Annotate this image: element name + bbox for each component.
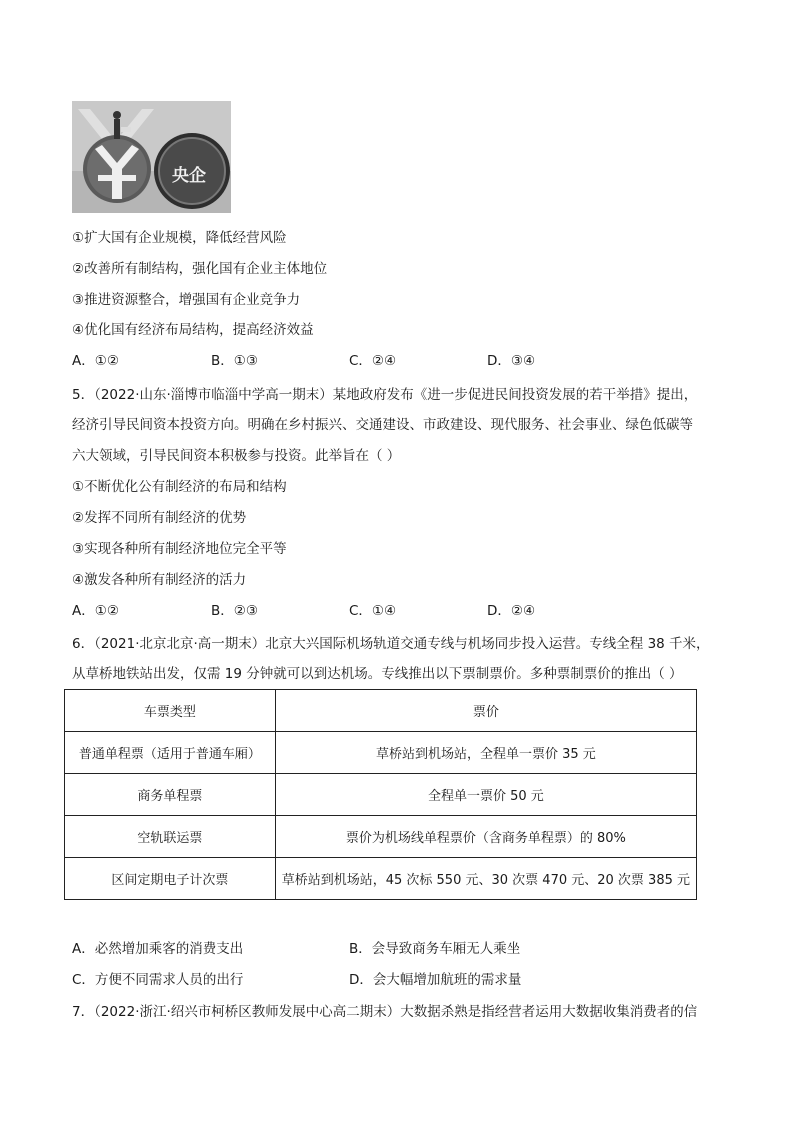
- q5-option-a[interactable]: A．①②: [72, 603, 119, 619]
- ticket-price-cell: 全程单一票价 50 元: [275, 774, 696, 816]
- q6-stem-line-2: 从草桥地铁站出发，仅需 19 分钟就可以到达机场。专线推出以下票制票价。多种票制票价的推出（ ）: [72, 666, 683, 682]
- q6-option-b[interactable]: B．会导致商务车厢无人乘坐: [349, 941, 521, 957]
- q4-option-c[interactable]: C．②④: [349, 353, 397, 369]
- coin-text: 央企: [172, 166, 206, 186]
- table-row: [65, 732, 697, 774]
- table-row: [65, 816, 697, 858]
- ticket-type-cell: 商务单程票: [65, 774, 276, 816]
- q5-option-c[interactable]: C．①④: [349, 603, 397, 619]
- q5-option-b[interactable]: B．②③: [211, 603, 258, 619]
- fare-table: [64, 689, 697, 900]
- q5-item-1: ①不断优化公有制经济的布局和结构: [72, 479, 287, 495]
- q6-option-a[interactable]: A．必然增加乘客的消费支出: [72, 941, 244, 957]
- q4-item-1: ①扩大国有企业规模，降低经营风险: [72, 230, 287, 246]
- table-row: [65, 858, 697, 900]
- yuan-coin-photo: [72, 101, 231, 213]
- q5-stem-line-3: 六大领域，引导民间资本积极参与投资。此举旨在（ ）: [72, 448, 401, 464]
- ticket-price-cell: 票价为机场线单程票价（含商务单程票）的 80%: [275, 816, 696, 858]
- ticket-type-cell: 普通单程票（适用于普通车厢）: [65, 732, 276, 774]
- ticket-type-cell: 区间定期电子计次票: [65, 858, 276, 900]
- fare-table-header-type: 车票类型: [65, 690, 276, 732]
- ticket-type-cell: 空轨联运票: [65, 816, 276, 858]
- q4-option-d[interactable]: D．③④: [487, 353, 536, 369]
- q6-stem-line-1: 6．（2021·北京北京·高一期末）北京大兴国际机场轨道交通专线与机场同步投入运营。专线全程 38 千米，: [72, 636, 710, 652]
- q5-item-3: ③实现各种所有制经济地位完全平等: [72, 541, 287, 557]
- q7-stem-line-1: 7．（2022·浙江·绍兴市柯桥区教师发展中心高二期末）大数据杀熟是指经营者运用大数据收集消费者的信: [72, 1004, 698, 1020]
- q4-option-b[interactable]: B．①③: [211, 353, 258, 369]
- q4-item-4: ④优化国有经济布局结构，提高经济效益: [72, 322, 314, 338]
- q5-item-2: ②发挥不同所有制经济的优势: [72, 510, 247, 526]
- ticket-price-cell: 草桥站到机场站，全程单一票价 35 元: [275, 732, 696, 774]
- table-row: [65, 774, 697, 816]
- q4-item-2: ②改善所有制结构，强化国有企业主体地位: [72, 261, 328, 277]
- q5-item-4: ④激发各种所有制经济的活力: [72, 572, 247, 588]
- q5-stem-line-2: 经济引导民间资本投资方向。明确在乡村振兴、交通建设、市政建设、现代服务、社会事业、绿色低碳等: [72, 417, 693, 433]
- yuan-and-central-enterprise-coin-photo-icon: [72, 101, 231, 213]
- ticket-price-cell: 草桥站到机场站，45 次标 550 元、30 次票 470 元、20 次票 385 元: [275, 858, 696, 900]
- q5-option-d[interactable]: D．②④: [487, 603, 536, 619]
- q4-item-3: ③推进资源整合，增强国有企业竞争力: [72, 292, 301, 308]
- fare-table-header-price: 票价: [275, 690, 696, 732]
- q4-option-a[interactable]: A．①②: [72, 353, 119, 369]
- q6-option-c[interactable]: C．方便不同需求人员的出行: [72, 972, 244, 988]
- q6-option-d[interactable]: D．会大幅增加航班的需求量: [349, 972, 522, 988]
- q5-stem-line-1: 5．（2022·山东·淄博市临淄中学高一期末）某地政府发布《进一步促进民间投资发展的若干举措》提出，: [72, 387, 698, 403]
- fare-table-header-row: [65, 690, 697, 732]
